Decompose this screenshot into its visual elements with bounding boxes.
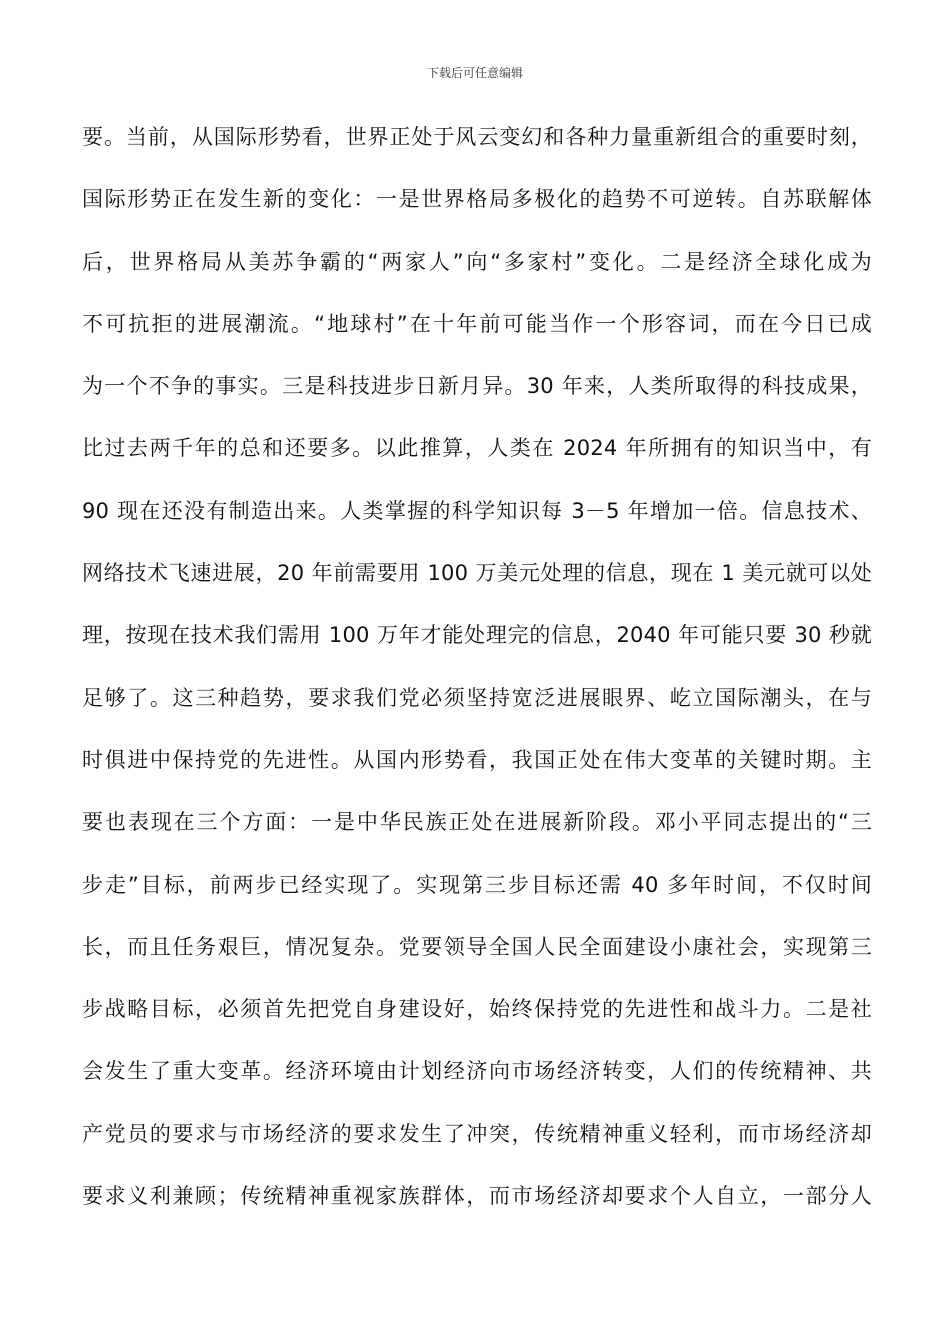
text-line: 步战略目标，必须首先把党自身建设好，始终保持党的先进性和战斗力。二是社 bbox=[82, 997, 872, 1022]
text-line: 90 现在还没有制造出来。人类掌握的科学知识每 3－5 年增加一倍。信息技术、 bbox=[82, 498, 872, 523]
text-line: 时俱进中保持党的先进性。从国内形势看，我国正处在伟大变革的关键时期。主 bbox=[82, 747, 872, 772]
page-header: 下载后可任意编辑 bbox=[426, 66, 523, 80]
text-line: 国际形势正在发生新的变化：一是世界格局多极化的趋势不可逆转。自苏联解体 bbox=[82, 187, 872, 212]
text-line: 要也表现在三个方面：一是中华民族正处在进展新阶段。邓小平同志提出的“三 bbox=[82, 810, 872, 835]
text-line: 产党员的要求与市场经济的要求发生了冲突，传统精神重义轻利，而市场经济却 bbox=[82, 1121, 872, 1146]
text-line: 步走”目标，前两步已经实现了。实现第三步目标还需 40 多年时间，不仅时间 bbox=[82, 872, 872, 897]
text-line: 要求义利兼顾；传统精神重视家族群体，而市场经济却要求个人自立，一部分人 bbox=[82, 1184, 872, 1209]
text-line: 理，按现在技术我们需用 100 万年才能处理完的信息，2040 年可能只要 30 秒就 bbox=[82, 623, 872, 648]
text-line: 会发生了重大变革。经济环境由计划经济向市场经济转变，人们的传统精神、共 bbox=[82, 1059, 872, 1084]
text-line: 为一个不争的事实。三是科技进步日新月异。30 年来，人类所取得的科技成果， bbox=[82, 374, 872, 399]
body-paragraph bbox=[82, 119, 872, 1240]
text-line: 长，而且任务艰巨，情况复杂。党要领导全国人民全面建设小康社会，实现第三 bbox=[82, 934, 872, 959]
text-line: 足够了。这三种趋势，要求我们党必须坚持宽泛进展眼界、屹立国际潮头，在与 bbox=[82, 685, 872, 710]
text-line: 网络技术飞速进展，20 年前需要用 100 万美元处理的信息，现在 1 美元就可以处 bbox=[82, 561, 872, 586]
text-line: 不可抗拒的进展潮流。“地球村”在十年前可能当作一个形容词，而在今日已成 bbox=[82, 311, 872, 336]
text-line: 要。当前，从国际形势看，世界正处于风云变幻和各种力量重新组合的重要时刻， bbox=[82, 125, 872, 149]
text-line: 比过去两千年的总和还要多。以此推算，人类在 2024 年所拥有的知识当中，有 bbox=[82, 436, 872, 461]
text-line: 后，世界格局从美苏争霸的“两家人”向“多家村”变化。二是经济全球化成为 bbox=[82, 249, 872, 274]
